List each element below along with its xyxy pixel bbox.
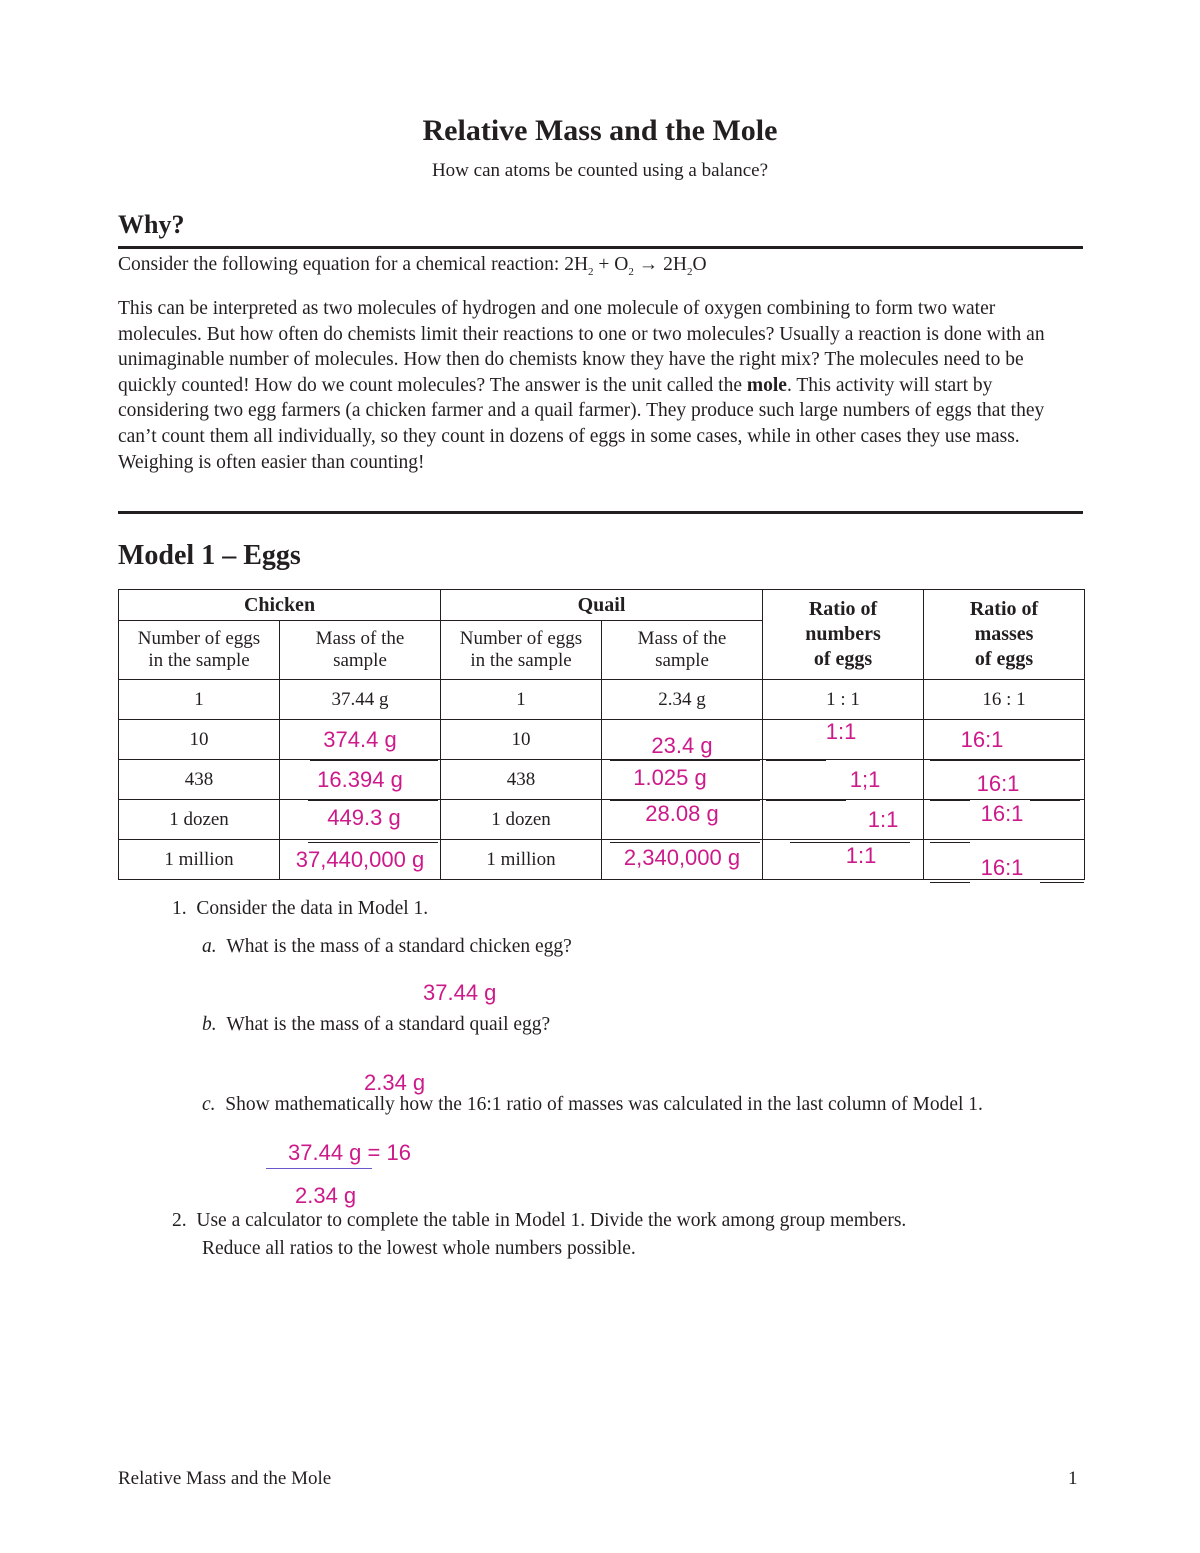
answer-1b[interactable]: 2.34 g xyxy=(364,1070,426,1095)
answer-blank xyxy=(308,842,438,843)
table-row xyxy=(119,720,1085,760)
quail-number-cell: 10 xyxy=(441,720,602,760)
ratio-masses-cell[interactable] xyxy=(924,840,1085,880)
answer-blank xyxy=(766,760,826,761)
answer-blank xyxy=(930,800,970,801)
chicken-mass-cell[interactable] xyxy=(280,800,441,840)
section-rule xyxy=(118,511,1083,514)
answer-blank xyxy=(790,842,910,843)
chicken-header: Chicken xyxy=(119,590,441,621)
chicken-number-cell: 438 xyxy=(119,760,280,800)
quail-number-header: Number of eggs in the sample xyxy=(441,621,602,680)
question-1b: b. What is the mass of a standard quail egg? xyxy=(202,1014,551,1035)
model-heading: Model 1 – Eggs xyxy=(118,540,301,571)
question-1: 1. Consider the data in Model 1. xyxy=(172,898,429,919)
why-heading: Why? xyxy=(118,210,185,239)
equation-line xyxy=(118,254,707,278)
handwritten-answer: 2,340,000 g xyxy=(623,844,741,870)
chicken-number-cell: 10 xyxy=(119,720,280,760)
quail-number-cell: 1 million xyxy=(441,840,602,880)
answer-blank xyxy=(308,800,438,801)
ratio-masses-cell[interactable] xyxy=(924,760,1085,800)
handwritten-answer: 1:1 xyxy=(845,842,877,868)
ratio-numbers-cell[interactable] xyxy=(763,760,924,800)
ratio-numbers-cell[interactable] xyxy=(763,720,924,760)
question-1a: a. What is the mass of a standard chicken egg? xyxy=(202,936,572,957)
answer-blank xyxy=(766,800,846,801)
handwritten-answer: 16:1 xyxy=(976,770,1020,796)
chicken-number-cell: 1 xyxy=(119,680,280,720)
quail-number-cell: 438 xyxy=(441,760,602,800)
question-2: 2. Use a calculator to complete the table in Model 1. Divide the work among group members. xyxy=(172,1210,907,1231)
handwritten-answer: 37,440,000 g xyxy=(295,846,425,872)
answer-blank xyxy=(930,882,970,883)
handwritten-answer: 16:1 xyxy=(980,800,1024,826)
page-title: Relative Mass and the Mole xyxy=(422,114,778,147)
ratio-numbers-header: Ratio of numbers of eggs xyxy=(763,590,924,680)
equation-intro: Consider the following equation for a chemical reaction: xyxy=(118,254,565,275)
handwritten-answer: 374.4 g xyxy=(323,726,397,752)
handwritten-answer: 1.025 g xyxy=(633,764,707,790)
page-subtitle: How can atoms be counted using a balance? xyxy=(431,160,769,181)
answer-1c-numerator[interactable]: 37.44 g = 16 xyxy=(288,1140,411,1165)
quail-header: Quail xyxy=(441,590,763,621)
ratio-numbers-cell[interactable] xyxy=(763,840,924,880)
handwritten-answer: 449.3 g xyxy=(327,804,401,830)
ratio-numbers-cell: 1 : 1 xyxy=(763,680,924,720)
table-row xyxy=(119,680,1085,720)
table-row xyxy=(119,800,1085,840)
quail-mass-cell[interactable] xyxy=(602,720,763,760)
quail-number-cell: 1 dozen xyxy=(441,800,602,840)
quail-mass-cell[interactable] xyxy=(602,840,763,880)
ratio-masses-cell[interactable] xyxy=(924,800,1085,840)
footer-title: Relative Mass and the Mole xyxy=(118,1468,332,1489)
page-number: 1 xyxy=(1068,1468,1078,1489)
quail-mass-cell[interactable] xyxy=(602,760,763,800)
fraction-bar xyxy=(266,1168,372,1169)
answer-1c-denominator[interactable]: 2.34 g xyxy=(295,1183,357,1208)
chicken-number-cell: 1 million xyxy=(119,840,280,880)
ratio-masses-header: Ratio of masses of eggs xyxy=(924,590,1085,680)
quail-number-cell: 1 xyxy=(441,680,602,720)
ratio-numbers-cell[interactable] xyxy=(763,800,924,840)
chicken-mass-cell[interactable] xyxy=(280,720,441,760)
handwritten-answer: 16:1 xyxy=(960,726,1004,752)
handwritten-answer: 1:1 xyxy=(825,718,857,744)
why-paragraph: This can be interpreted as two molecules of hydrogen and one molecule of oxygen combining to form two water molecules. But how often do chemists limit their reactions to one or two molecules? Usually a reaction is done with an unimaginable number of molecules. How then do chemists know they have the right mix? The molecules need to be quickly counted! How do we count molecules? The answer is the unit called the mole. This activity will start by considering two egg farmers (a chicken farmer and a quail farmer). They produce such large numbers of eggs that they can’t count them all individually, so they count in dozens of eggs in some cases, while in other cases they use mass. Weighing is often easier than counting! xyxy=(118,298,1045,473)
ratio-masses-cell[interactable] xyxy=(924,720,1085,760)
table-row xyxy=(119,760,1085,800)
quail-mass-cell[interactable] xyxy=(602,800,763,840)
ratio-masses-cell: 16 : 1 xyxy=(924,680,1085,720)
handwritten-answer: 1:1 xyxy=(867,806,899,832)
answer-blank xyxy=(310,760,438,761)
question-1c: c. Show mathematically how the 16:1 ratio of masses was calculated in the last column of Model 1. xyxy=(202,1094,983,1115)
handwritten-answer: 28.08 g xyxy=(645,800,719,826)
model-table xyxy=(118,589,1085,880)
answer-blank xyxy=(610,842,760,843)
chicken-mass-cell[interactable] xyxy=(280,840,441,880)
answer-blank xyxy=(610,800,760,801)
answer-blank xyxy=(1030,800,1080,801)
quail-mass-cell: 2.34 g xyxy=(602,680,763,720)
answer-blank xyxy=(610,760,760,761)
answer-1a[interactable]: 37.44 g xyxy=(423,980,497,1005)
handwritten-answer: 16.394 g xyxy=(317,766,403,792)
question-2-line2: Reduce all ratios to the lowest whole numbers possible. xyxy=(202,1238,636,1259)
quail-mass-header: Mass of the sample xyxy=(602,621,763,680)
answer-blank xyxy=(930,760,1080,761)
chicken-mass-cell: 37.44 g xyxy=(280,680,441,720)
chicken-mass-header: Mass of the sample xyxy=(280,621,441,680)
table-row xyxy=(119,840,1085,880)
handwritten-answer: 23.4 g xyxy=(651,732,713,758)
handwritten-answer: 16:1 xyxy=(980,854,1024,880)
chicken-number-cell: 1 dozen xyxy=(119,800,280,840)
chicken-mass-cell[interactable] xyxy=(280,760,441,800)
mole-term: mole xyxy=(746,374,787,396)
equation: $2H_2 + O_2 \to 2H_2O$ xyxy=(564,254,707,278)
chicken-number-header: Number of eggs in the sample xyxy=(119,621,280,680)
answer-blank xyxy=(930,842,970,843)
handwritten-answer: 1;1 xyxy=(849,766,881,792)
section-rule xyxy=(118,246,1083,249)
answer-blank xyxy=(1040,882,1084,883)
